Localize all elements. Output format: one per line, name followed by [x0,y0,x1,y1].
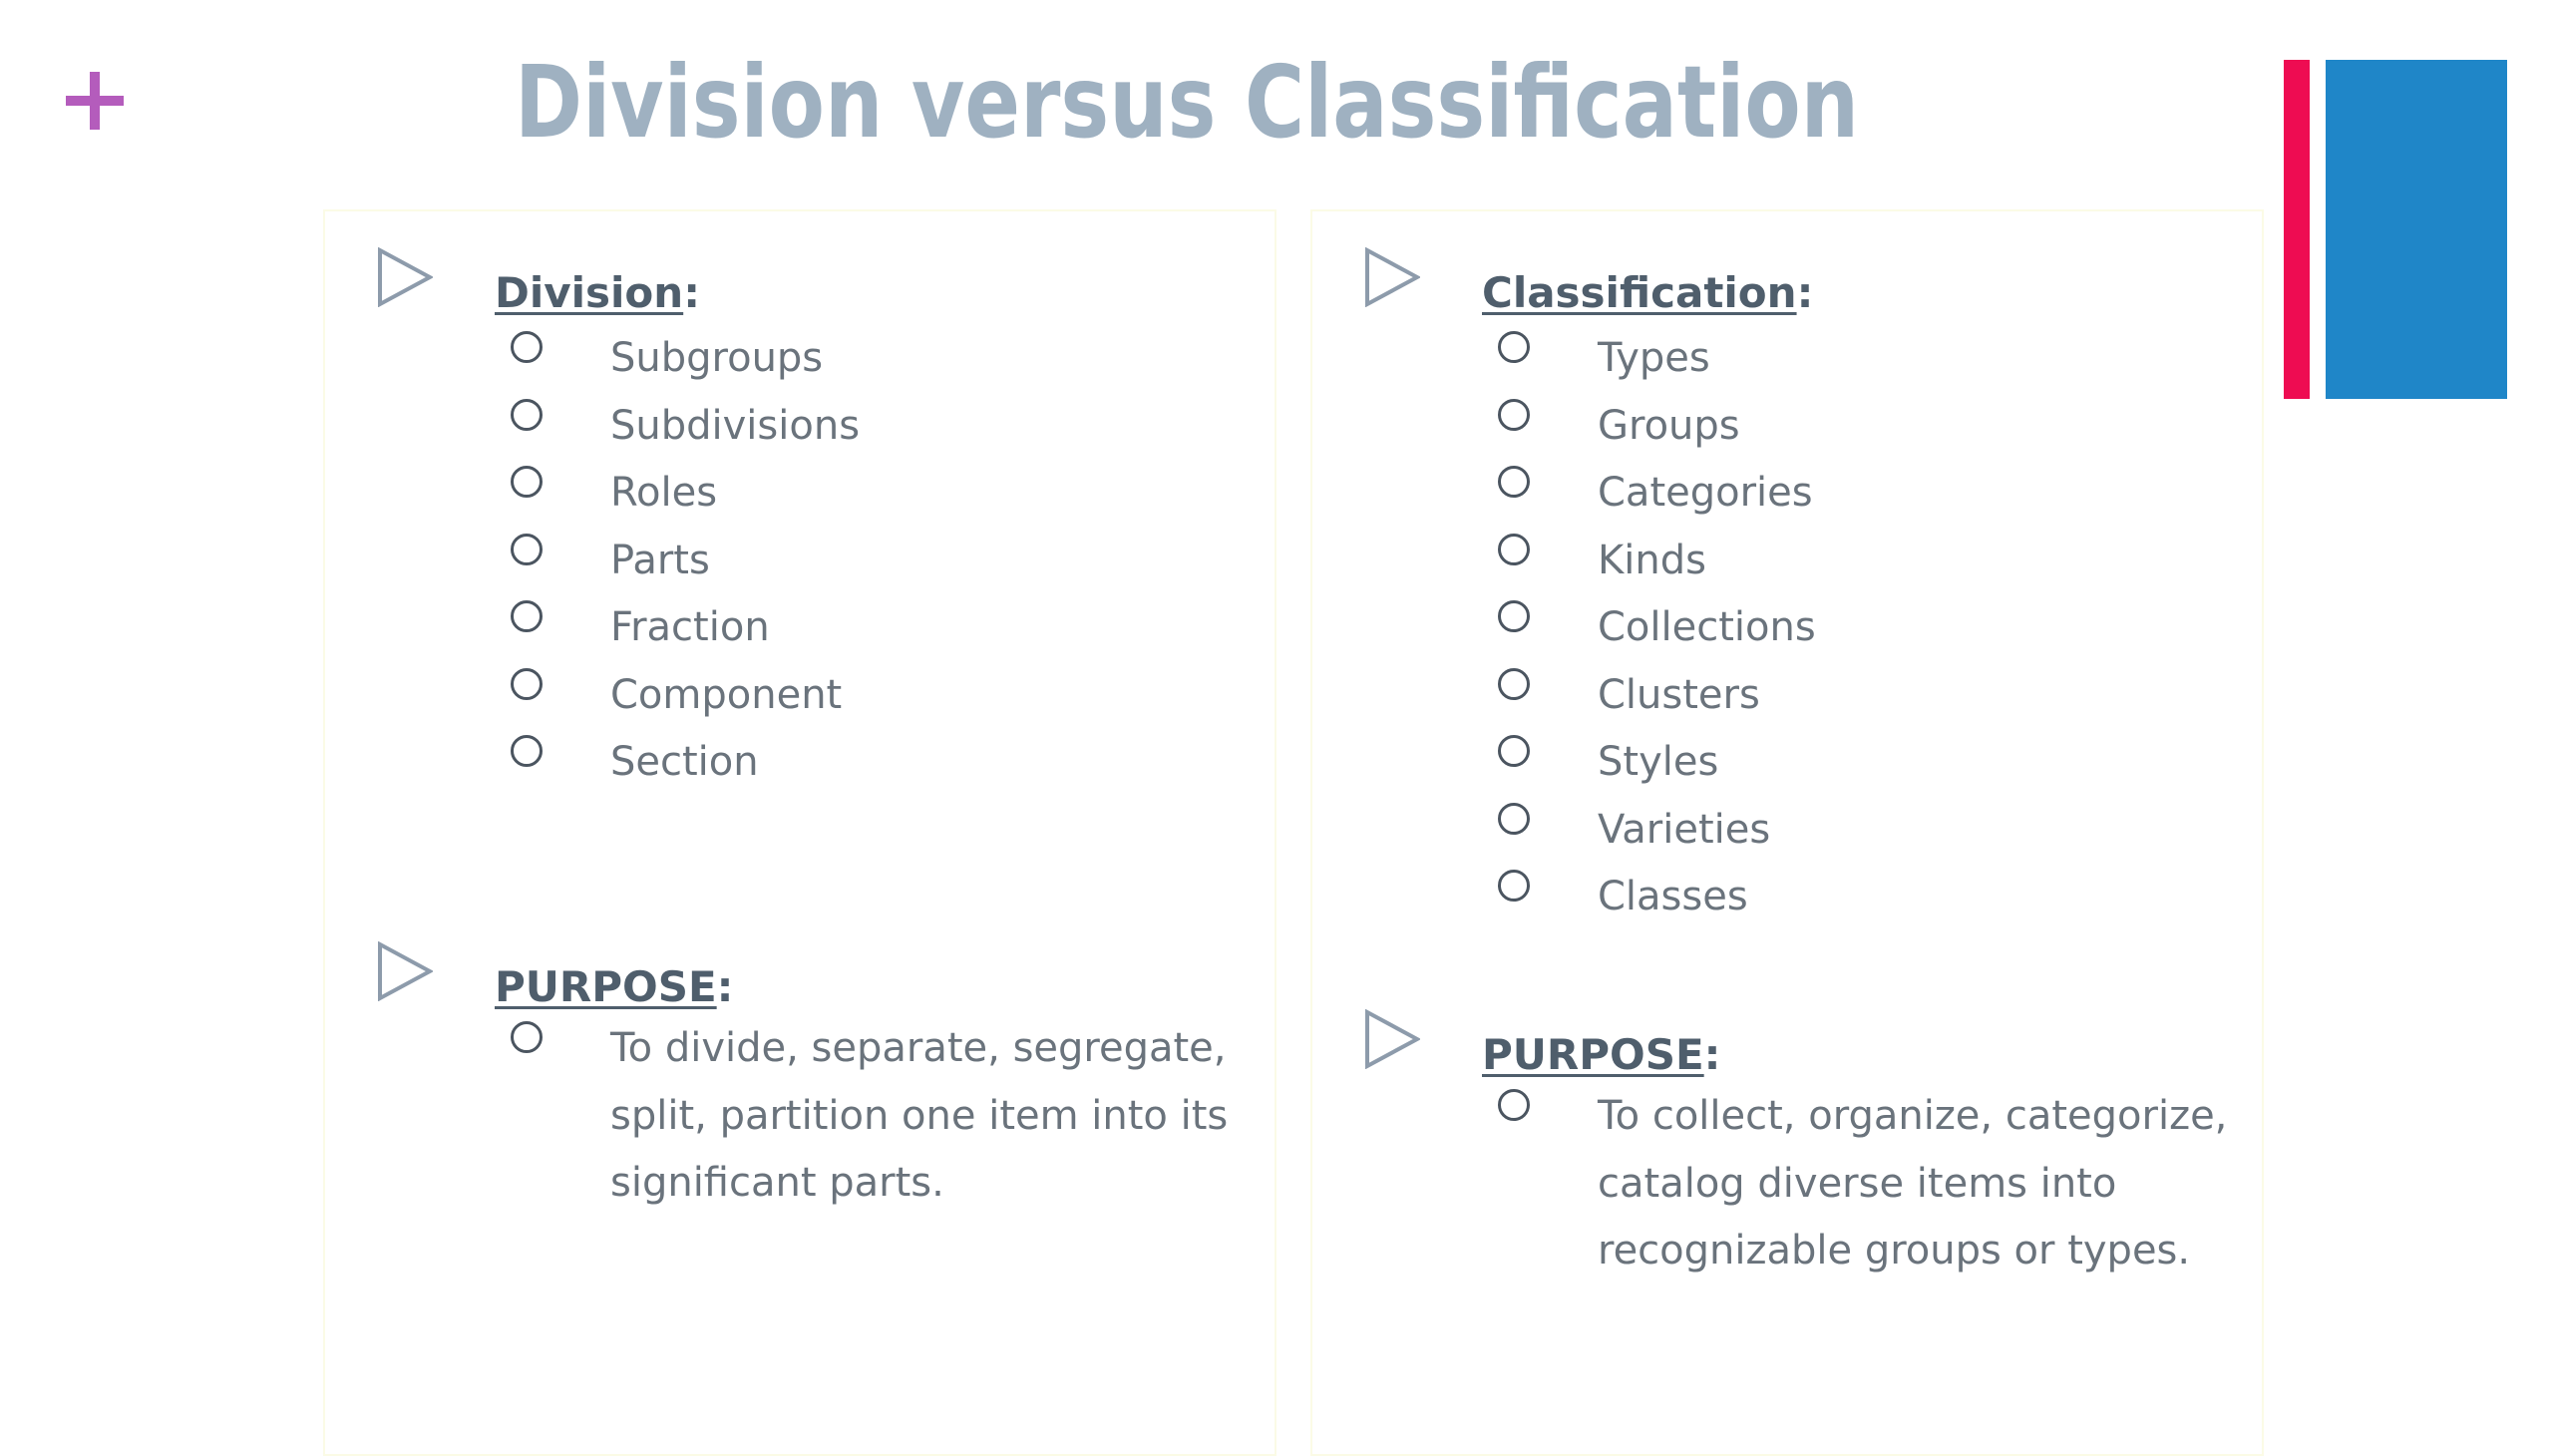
classification-purpose-label: PURPOSE [1482,1030,1704,1079]
list-item-label: Parts [610,537,710,583]
circle-bullet-icon [1498,399,1530,431]
list-item-label: Groups [1598,402,1740,449]
classification-purpose-line: To collect, organize, categorize, [1598,1093,2228,1139]
division-heading-label: Division [495,268,684,317]
list-item-label: Categories [1598,470,1813,516]
triangle-bullet-icon [1364,247,1420,307]
list-item-label: Clusters [1598,671,1760,718]
division-purpose-colon: : [716,962,734,1011]
list-item-label: Subdivisions [610,402,861,449]
classification-purpose-colon: : [1703,1030,1721,1079]
slide-title: Division versus Classification [515,44,1860,161]
circle-bullet-icon [1498,534,1530,565]
division-purpose-label: PURPOSE [495,962,717,1011]
list-item-label: Collections [1598,604,1816,650]
classification-purpose-text [1598,1083,2236,1285]
accent-bar-blue [2326,60,2507,399]
list-item-label: Fraction [610,604,770,650]
list-item-label: Subgroups [610,335,824,381]
circle-bullet-icon [511,331,543,363]
circle-bullet-icon [511,399,543,431]
circle-bullet-icon [1498,466,1530,498]
plus-icon [66,72,124,130]
circle-bullet-icon [511,466,543,498]
circle-bullet-icon [511,1021,543,1053]
list-item-label: Roles [610,470,718,516]
circle-bullet-icon [1498,870,1530,902]
circle-bullet-icon [1498,668,1530,700]
classification-heading [1482,267,1813,319]
circle-bullet-icon [1498,331,1530,363]
list-item-label: Styles [1598,739,1719,785]
division-purpose-text [610,1015,1249,1218]
division-panel [323,209,1276,1456]
list-item-label: Varieties [1598,806,1771,853]
classification-heading-label: Classification [1482,268,1797,317]
division-purpose-heading [495,961,733,1013]
circle-bullet-icon [511,600,543,632]
accent-bar-red [2284,60,2310,399]
list-item-label: Classes [1598,874,1748,919]
division-heading-colon: : [683,268,700,317]
list-item-label: Section [610,739,759,785]
circle-bullet-icon [511,735,543,767]
division-heading [495,267,700,319]
triangle-bullet-icon [377,247,433,307]
classification-purpose-heading [1482,1029,1720,1081]
list-item-label: Component [610,671,843,718]
classification-purpose-line: recognizable groups or types. [1598,1228,2191,1274]
circle-bullet-icon [1498,1089,1530,1121]
classification-panel [1310,209,2264,1456]
circle-bullet-icon [1498,735,1530,767]
triangle-bullet-icon [1364,1009,1420,1069]
classification-heading-colon: : [1796,268,1814,317]
division-purpose-line: split, partition one item into its [610,1092,1229,1139]
triangle-bullet-icon [377,941,433,1001]
list-item-label: Types [1598,335,1710,381]
circle-bullet-icon [1498,600,1530,632]
list-item-label: Kinds [1598,537,1706,583]
classification-purpose-line: catalog diverse items into [1598,1160,2117,1207]
division-purpose-line: significant parts. [610,1160,944,1206]
circle-bullet-icon [511,534,543,565]
circle-bullet-icon [1498,803,1530,835]
division-purpose-line: To divide, separate, segregate, [610,1025,1227,1071]
circle-bullet-icon [511,668,543,700]
